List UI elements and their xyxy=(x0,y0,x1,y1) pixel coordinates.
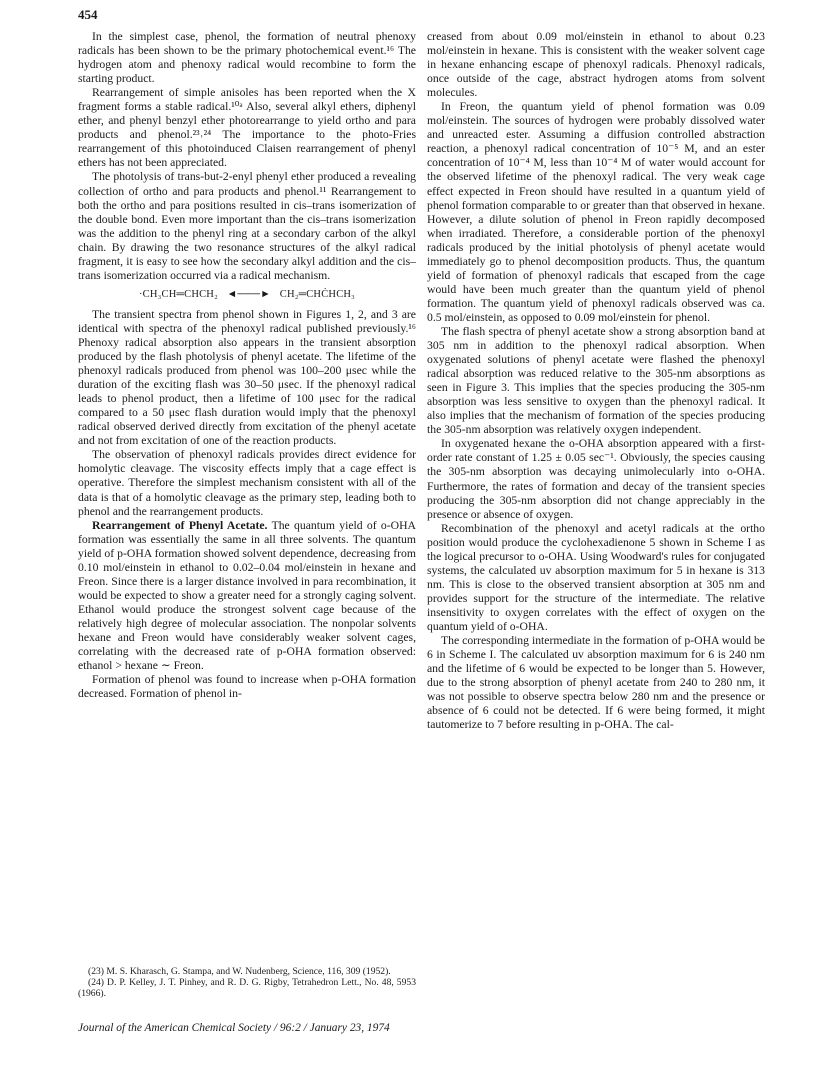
section-text: The quantum yield of o-OHA formation was essentially the same in all three solvents. The quantum yield of p-OHA formation showed solvent dependence, decreasing from 0.10 mol/einstein in ethanol to 0.02–0.04 mol/einstein in hexane and Freon. Since there is a larger distance involved in para recombination, it would be expected to show a greater need for a strongly caging solvent. Ethanol would produce the strongest solvent cage because of the relatively high degree of molecular association. The nonpolar solvents hexane and Freon would have considerably weaker solvent cages, correlating with the decreased rate of p-OHA formation observed: ethanol > hexane ∼ Freon. xyxy=(78,518,416,673)
right-column xyxy=(427,30,765,732)
paragraph: creased from about 0.09 mol/einstein in ethanol to about 0.23 mol/einstein in hexane. This is consistent with the weaker solvent cage in hexane enhancing escape of phenoxyl radicals. Phenoxyl radicals, once outside of the cage, abstract hydrogen atoms from solvent molecules. xyxy=(427,30,765,100)
left-column xyxy=(78,30,416,701)
footnote: (24) D. P. Kelley, J. T. Pinhey, and R. D. G. Rigby, Tetrahedron Lett., No. 48, 5953 (1966). xyxy=(78,977,416,1000)
paragraph: The transient spectra from phenol shown in Figures 1, 2, and 3 are identical with spectra of the phenoxyl radical published previously.¹⁶ Phenoxy radical absorption also appears in the transient absorption produced by the flash photolysis of phenyl acetate. The lifetime of the phenoxyl radicals produced from phenol was 100–200 μsec while the duration of the exciting flash was 30–50 μsec. If the phenoxyl radical leads to phenol product, then a lifetime of 100 μsec for the radical compared to a 50 μsec flash duration would imply that the phenoxyl radical observed derived directly from excitation of the phenyl acetate and not from excitation of one of the reaction products. xyxy=(78,307,416,448)
paragraph: Formation of phenol was found to increase when p-OHA formation decreased. Formation of phenol in- xyxy=(78,673,416,701)
running-footer: Journal of the American Chemical Society / 96:2 / January 23, 1974 xyxy=(78,1022,390,1034)
paragraph: In Freon, the quantum yield of phenol formation was 0.09 mol/einstein. The sources of hydrogen were probably dissolved water and unreacted ester. Assuming a diffusion controlled abstraction reaction, a phenoxyl radical concentration of 10⁻⁵ M, and an ester concentration of 10⁻⁴ M, less than 10⁻⁴ M of water would account for the observed lifetime of the phenoxyl radical. The very weak cage effect expected in Freon should have resulted in a quantum yield of phenol formation comparable to or greater than that observed in hexane. However, a dilute solution of phenol in Freon rapidly decomposed when irradiated. Therefore, a considerable portion of the phenoxyl radicals produced by the initial photolysis of phenyl acetate would immediately go to phenol decomposition products. Thus, the quantum yield of formation of phenoxyl radicals that escaped from the cage would have been much greater than the quantum yield of phenol formation. The quantum yield of phenoxyl radicals observed was ca. 0.5 mol/einstein, as opposed to 0.09 mol/einstein for phenol. xyxy=(427,100,765,324)
footnote: (23) M. S. Kharasch, G. Stampa, and W. Nudenberg, Science, 116, 309 (1952). xyxy=(88,966,391,977)
paragraph: Rearrangement of simple anisoles has been reported when the X fragment forms a stable radical.¹⁰ᵃ Also, several alkyl ethers, diphenyl ether, and phenyl benzyl ether photorearrange to yield ortho and para products and phenol.²³˒²⁴ The importance to the photo-Fries rearrangement of this photoinduced Claisen rearrangement of phenyl ethers has not been appreciated. xyxy=(78,86,416,170)
section-heading: Rearrangement of Phenyl Acetate. xyxy=(92,518,268,532)
resonance-arrow-icon: ◄───► xyxy=(226,288,271,300)
section-paragraph xyxy=(78,519,416,674)
paragraph: The flash spectra of phenyl acetate show a strong absorption band at 305 nm in addition to the phenoxyl radical absorption. When oxygenated solutions of phenyl acetate were flashed the phenoxyl radical absorption was reduced relative to the 305-nm absorptions as seen in Figure 3. This implies that the species producing the 305-nm absorption was less sensitive to oxygen than the phenoxyl radical. It also implies that the mechanism of formation of the species producing the 305-nm absorption was relatively oxygen independent. xyxy=(427,324,765,437)
equation-left: ·CH₃CH═CHCH₂ xyxy=(138,288,218,300)
footnotes xyxy=(78,966,416,1000)
paragraph: The photolysis of trans-but-2-enyl phenyl ether produced a revealing collection of ortho and para products and phenol.¹¹ Rearrangement to both the ortho and para positions resulted in cis–trans isomerization of the double bond. Even more important than the cis–trans isomerization was the addition to the phenyl ring at a secondary carbon of the alkyl chain. By drawing the two resonance structures of the alkyl radical fragment, it is easy to see how the secondary alkyl addition and the cis–trans isomerization occurred via a radical mechanism. xyxy=(78,170,416,282)
paragraph: Recombination of the phenoxyl and acetyl radicals at the ortho position would produce the cyclohexadienone 5 shown in Scheme I as the logical precursor to o-OHA. Using Woodward's rules for conjugated systems, the calculated uv absorption maximum for 5 in hexane is 313 nm. This is close to the observed transient absorption at 305 nm and provides support for the structure of the intermediate. The relative insensitivity to oxygen correlates with the effect of oxygen on the quantum yield of o-OHA. xyxy=(427,521,765,633)
paragraph: In the simplest case, phenol, the formation of neutral phenoxy radicals has been shown to be the primary photochemical event.¹⁶ The hydrogen atom and phenoxy radical would recombine to form the starting product. xyxy=(78,30,416,86)
paragraph: In oxygenated hexane the o-OHA absorption appeared with a first-order rate constant of 1.25 ± 0.05 sec⁻¹. Obviously, the species causing the 305-nm absorption was decaying unimolecularly into o-OHA. Furthermore, the rates of formation and decay of the transient species producing the 305-nm absorption did not change appreciably in the presence or absence of oxygen. xyxy=(427,437,765,521)
paragraph: The corresponding intermediate in the formation of p-OHA would be 6 in Scheme I. The calculated uv absorption maximum for 6 is 240 nm and the lifetime of 6 would be expected to be longer than 5. However, due to the strong absorption of phenyl acetate from 240 to 280 nm, it was not possible to observe spectra below 280 nm and the presence or absence of 6 could not be detected. If 6 were being formed, it might tautomerize to 7 before resulting in p-OHA. The cal- xyxy=(427,634,765,732)
resonance-equation xyxy=(78,288,416,302)
paragraph: The observation of phenoxyl radicals provides direct evidence for homolytic cleavage. The viscosity effects imply that a cage effect is operative. Therefore the simplest mechanism consistent with all of the data is that of a homolytic cleavage as the primary step, leading both to phenol and the rearrangement products. xyxy=(78,448,416,518)
page-number: 454 xyxy=(78,7,98,22)
equation-right: CH₂═CHĊHCH₃ xyxy=(279,288,356,300)
